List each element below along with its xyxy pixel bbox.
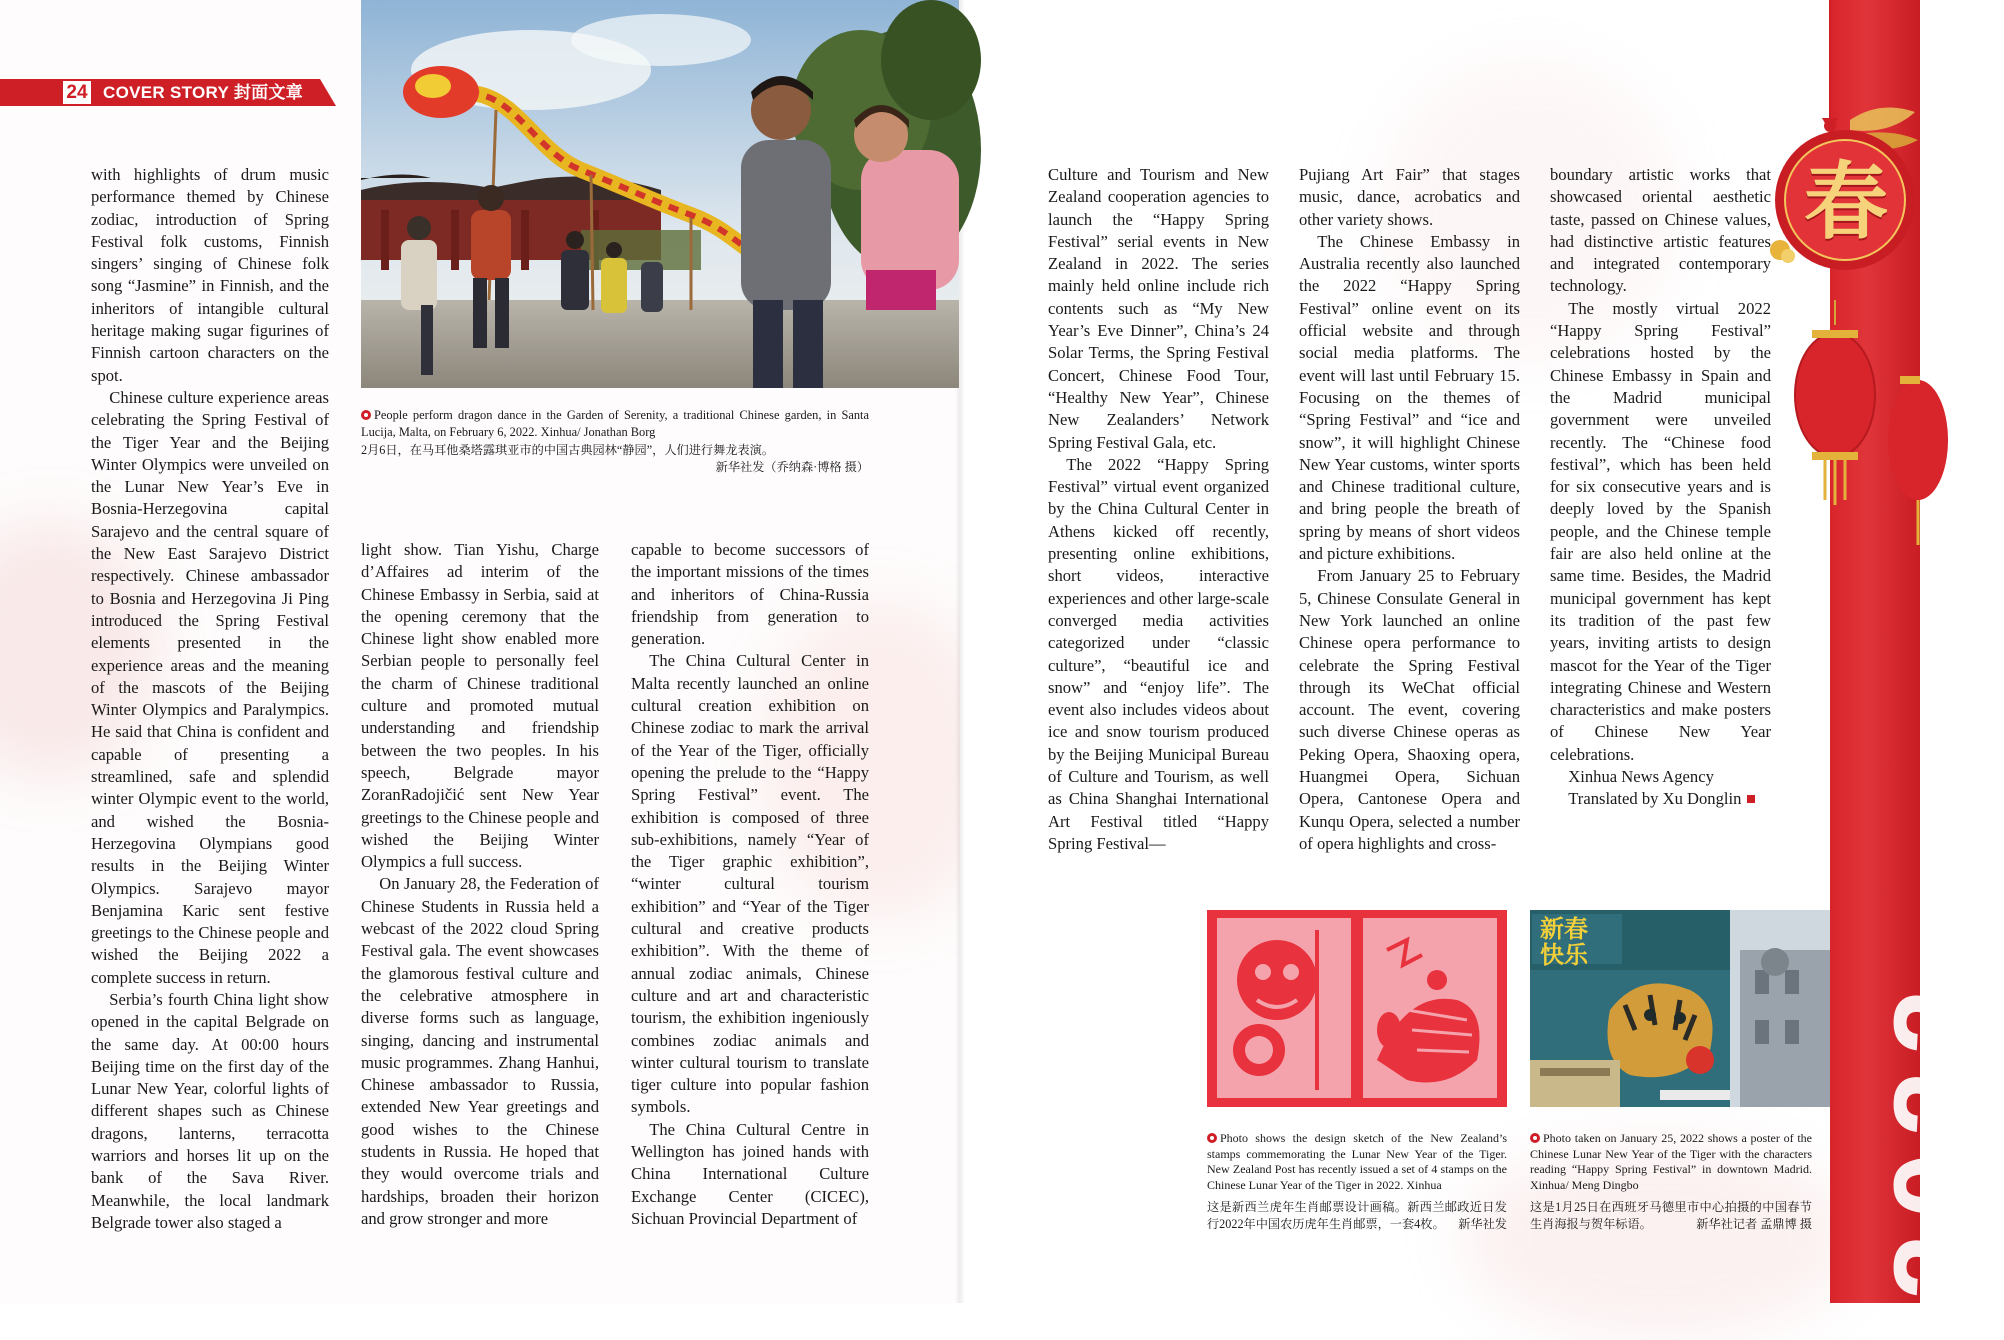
madrid-poster-photo: [1530, 910, 1830, 1107]
translator-name: Translated by Xu Donglin: [1568, 789, 1742, 809]
paragraph: with highlights of drum music performance themed by Chinese zodiac, introduction of Spring Festival folk customs, Finnish singers’ singing of Chinese folk song “Jasmine” in Finnish, and the inheritors of intangible cultural heritage making sugar figurines of Finnish cartoon characters on the spot.: [91, 165, 329, 385]
paragraph: The 2022 “Happy Spring Festival” virtual event organized by the China Cultural Center in Athens kicked off recently, presenting online exhibitions, short videos, interactive experiences and other large-scale converged media activities categorized under “classic culture”, “beautiful ice and snow” and “enjoy life”. The event also includes videos about ice and snow tourism produced by the Beijing Municipal Bureau of Culture and Tourism, as well as China Shanghai International Art Festival titled “Happy Spring Festival—: [1048, 454, 1269, 853]
article-column-5: [1299, 164, 1520, 855]
stamps-caption: [1207, 1131, 1507, 1233]
dragon-photo-caption: [361, 407, 869, 476]
stamp-design-image: [1207, 910, 1507, 1107]
paragraph: capable to become successors of the important missions of the times and inheritors of China-Russia friendship from generation to generation.: [631, 540, 869, 649]
paragraph: boundary artistic works that showcased oriental aesthetic taste, passed on Chinese values, had distinctive artistic features and integrated contemporary technology.: [1550, 165, 1771, 296]
spring-character-badge: 春: [1803, 152, 1888, 251]
end-mark-icon: [1747, 795, 1755, 803]
paragraph: The Chinese Embassy in Australia recently also launched the 2022 “Happy Spring Festival” online event on its official website and through social media platforms. The event will last until February 15. Focusing on the themes of “Spring Festival” and “ice and snow”, it will highlight Chinese New Year customs, winter sports and Chinese traditional culture, and bring people the breath of spring by means of short videos and picture exhibitions.: [1299, 231, 1520, 564]
paragraph: The mostly virtual 2022 “Happy Spring Festival” celebrations hosted by the Chinese Embassy in Spain and the Madrid municipal government were unveiled recently. The “Chinese food festival”, which has been held for six consecutive years and is deeply loved by the Spanish people, and the Chinese temple fair are also held online at the same time. Besides, the Madrid municipal government has kept its tradition of the past few years, inviting artists to design mascot for the Year of the Tiger integrating Chinese and Western characteristics and make posters of Chinese New Year celebrations.: [1550, 298, 1771, 764]
translator-credit: [1550, 788, 1771, 810]
paragraph: From January 25 to February 5, Chinese Consulate General in New York launched an online Chinese opera performance to celebrate the Spring Festival through its WeChat official account. The event, covering such diverse Chinese operas as Peking Opera, Shaoxing opera, Huangmei Opera, Sichuan Opera, Cantonese Opera and Kunqu Opera, selected a number of opera highlights and cross-: [1299, 566, 1520, 853]
left-page-number: 24: [63, 81, 91, 104]
paragraph: light show. Tian Yishu, Charge d’Affaires ad interim of the Chinese Embassy in Serbia, said at the opening ceremony that the Chinese light show enabled more Serbian people to personally feel the charm of Chinese traditional culture and promoted mutual understanding and friendship between the two peoples. In his speech, Belgrade mayor ZoranRadojičić sent New Year greetings to the Chinese people and wished the Beijing Winter Olympics a full success.: [361, 540, 599, 872]
agency-credit: Xinhua News Agency: [1568, 767, 1714, 787]
paragraph: Pujiang Art Fair” that stages music, dance, acrobatics and other variety shows.: [1299, 165, 1520, 229]
xinhua-logo-icon: [361, 410, 371, 420]
stamps-caption-en: Photo shows the design sketch of the New Zealand’s stamps commemorating the Lunar New Year of the Tiger. New Zealand Post has recently issued a set of 4 stamps on the Chinese Lunar Year of the Tiger in 2022. Xinhua: [1207, 1131, 1507, 1192]
poster-caption-en: Photo taken on January 25, 2022 shows a poster of the Chinese Lunar New Year of the Tiger with the characters reading “Happy Spring Festival” in downtown Madrid. Xinhua/ Meng Dingbo: [1530, 1131, 1812, 1192]
article-column-1: [91, 164, 329, 1234]
paragraph: The China Cultural Centre in Wellington has joined hands with China International Culture Exchange Center (CICEC), Sichuan Provincial Department of: [631, 1119, 869, 1228]
article-column-4: [1048, 164, 1269, 855]
poster-greeting: 新春快乐: [1540, 915, 1588, 969]
dragon-caption-en: People perform dragon dance in the Garden of Serenity, a traditional Chinese garden, in Santa Lucija, Malta, on February 6, 2022. Xinhua/ Jonathan Borg: [361, 408, 869, 439]
xinhua-logo-icon: [1530, 1133, 1540, 1143]
festival-decoration: [1740, 0, 1920, 620]
stamps-caption-cn: 这是新西兰虎年生肖邮票设计画稿。新西兰邮政近日发行2022年中国农历虎年生肖邮票，一套4枚。: [1207, 1200, 1507, 1232]
dragon-dance-photo: [361, 0, 959, 388]
section-title: COVER STORY 封面文章: [103, 83, 304, 102]
poster-caption: [1530, 1131, 1812, 1233]
dragon-caption-cn: 2月6日，在马耳他桑塔露琪亚市的中国古典园林“静园”，人们进行舞龙表演。: [361, 443, 775, 457]
paragraph: The China Cultural Center in Malta recently launched an online cultural creation exhibition on Chinese zodiac to mark the arrival of the Year of the Tiger, officially opening the prelude to the “Happy Spring Festival” event. The exhibition is composed of three sub-exhibitions, namely “Year of the Tiger graphic exhibition”, “winter cultural tourism exhibition” and “Year of the Tiger cultural and creative products exhibition”. With the theme of annual zodiac animals, Chinese culture and art and characteristic tourism, the exhibition ingeniously combines zodiac animals and winter cultural tourism to translate tiger culture into popular fashion symbols.: [631, 651, 869, 1117]
article-column-2: [361, 539, 599, 1230]
stamp-design-photo: [1207, 910, 1507, 1107]
xinhua-logo-icon: [1207, 1133, 1217, 1143]
year-vertical-text: 2022: [1870, 973, 2002, 1300]
section-header: [0, 79, 336, 106]
article-column-3: [631, 539, 869, 1230]
poster-caption-credit: 新华社记者 孟鼎博 摄: [1696, 1217, 1812, 1232]
article-column-6: [1550, 164, 1771, 811]
paragraph: On January 28, the Federation of Chinese Students in Russia held a webcast of the 2022 cloud Spring Festival gala. The event showcases the glamorous festival culture and the celebrative atmosphere in diverse forms such as language, singing, dancing and instrumental music programmes. Zhang Hanhui, Chinese ambassador to Russia, extended New Year greetings and good wishes to the Chinese students in Russia. He hoped that they would overcome trials and hardships, broaden their horizon and grow stronger and more: [361, 874, 599, 1228]
dragon-caption-credit: 新华社发（乔纳森·博格 摄）: [715, 460, 869, 474]
poster-caption-cn: 这是1月25日在西班牙马德里市中心拍摄的中国春节生肖海报与贺年标语。: [1530, 1200, 1812, 1232]
dragon-dance-image: [361, 0, 959, 388]
paragraph: Culture and Tourism and New Zealand cooperation agencies to launch the “Happy Spring Festival” serial events in New Zealand in 2022. The series mainly held online include rich contents such as “My New Year’s Eve Dinner”, China’s 24 Solar Terms, the Spring Festival Concert, Chinese Food Tour, “Healthy New Year”, Chinese New Zealanders’ Network Spring Festival Gala, etc.: [1048, 165, 1269, 452]
stamps-caption-credit: 新华社发: [1458, 1217, 1507, 1232]
paragraph: Chinese culture experience areas celebrating the Spring Festival of the Tiger Year and the Beijing Winter Olympics were unveiled on the Lunar New Year’s Eve in Bosnia-Herzegovina capital Sarajevo and the central square of the New East Sarajevo District respectively. Chinese ambassador to Bosnia and Herzegovina Ji Ping introduced the Spring Festival elements presented in the experience areas and the meaning of the mascots of the Beijing Winter Olympics and Paralympics. He said that China is confident and capable of presenting a streamlined, safe and splendid winter Olympic event to the world, and wished the Bosnia-Herzegovina Olympians good results in the Beijing Winter Olympics. Sarajevo mayor Benjamina Karic sent festive greetings to the Chinese people and wished the Beijing 2022 a complete success in return.: [91, 387, 329, 987]
paragraph: Serbia’s fourth China light show opened in the capital Belgrade on the same day. At 00:00 hours Beijing time on the first day of the Lunar New Year, colorful lights of different shapes such as Chinese dragons, lanterns, terracotta warriors and horses lit up on the bank of the Sava River. Meanwhile, the local landmark Belgrade tower also staged a: [91, 989, 329, 1232]
